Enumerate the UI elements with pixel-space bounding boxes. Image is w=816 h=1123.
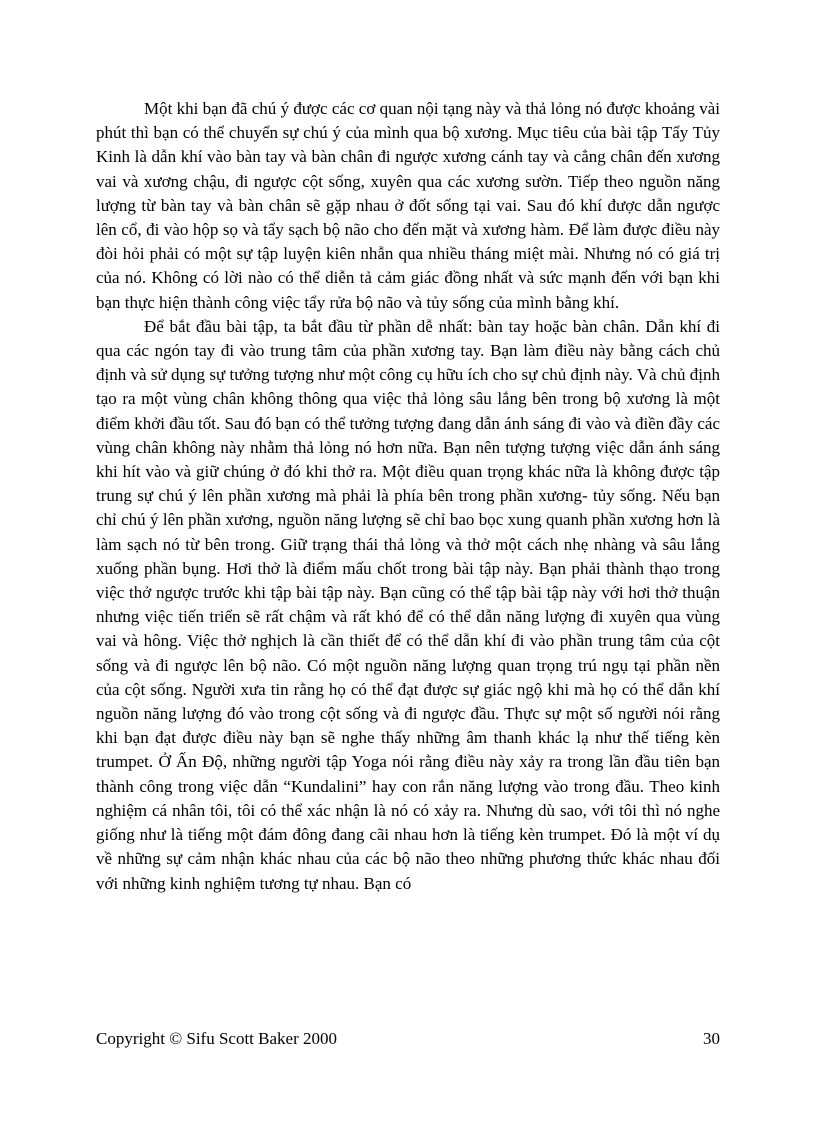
page-footer [96, 1028, 720, 1050]
body-paragraph-2: Để bắt đầu bài tập, ta bắt đầu từ phần dễ nhất: bàn tay hoặc bàn chân. Dẫn khí đi qua các ngón tay đi vào trung tâm của phần xương tay. Bạn làm điều này bằng cách chủ định và sử dụng sự tưởng tượng như một công cụ hữu ích cho sự chủ định này. Và chủ định tạo ra một vùng chân không thông qua việc thả lỏng sâu lắng bên trong bộ xương là một điểm khởi đầu tốt. Sau đó bạn có thể tưởng tượng đang dẫn ánh sáng đi vào và điền đầy các vùng chân không này nhằm thả lỏng nó hơn nữa. Bạn nên tượng tượng việc dẫn ánh sáng khi hít vào và giữ chúng ở đó khi thở ra. Một điều quan trọng khác nữa là không được tập trung sự chú ý lên phần xương mà phải là phía bên trong phần xương- tủy sống. Nếu bạn chỉ chú ý lên phần xương, nguồn năng lượng sẽ chỉ bao bọc xung quanh phần xương hơn là làm sạch nó từ bên trong. Giữ trạng thái thả lỏng và thở một cách nhẹ nhàng và sâu lắng xuống phần bụng. Hơi thở là điểm mấu chốt trong bài tập này. Bạn phải thành thạo trong việc thở ngược trước khi tập bài tập này. Bạn cũng có thể tập bài tập này với hơi thở thuận nhưng việc tiến triển sẽ rất chậm và rất khó để có thể dẫn năng lượng đi xuyên qua vùng vai và hông. Việc thở nghịch là cần thiết để có thể dẫn khí đi vào phần trung tâm của cột sống và đi ngược lên bộ não. Có một nguồn năng lượng quan trọng trú ngụ tại phần nền của cột sống. Người xưa tin rằng họ có thể đạt được sự giác ngộ khi mà họ có thể dẫn khí nguồn năng lượng đó vào trong cột sống và đi ngược đầu. Thực sự một số người nói rằng khi bạn đạt được điều này bạn sẽ nghe thấy những âm thanh khác lạ như thế tiếng kèn trumpet. Ở Ấn Độ, những người tập Yoga nói rằng điều này xảy ra trong lần đầu tiên bạn thành công trong việc dẫn “Kundalini” hay con rắn năng lượng vào trong đầu. Theo kinh nghiệm cá nhân tôi, tôi có thể xác nhận là nó có xảy ra. Nhưng dù sao, với tôi thì nó nghe giống như là tiếng một đám đông đang cãi nhau hơn là tiếng kèn trumpet. Đó là một ví dụ về những sự cảm nhận khác nhau của các bộ não theo những phương thức khác nhau đối với những kinh nghiệm tương tự nhau. Bạn có [96, 316, 720, 893]
body-paragraph-1: Một khi bạn đã chú ý được các cơ quan nội tạng này và thả lỏng nó được khoảng vài phút thì bạn có thể chuyển sự chú ý của mình qua bộ xương. Mục tiêu của bài tập Tẩy Tủy Kinh là dẫn khí vào bàn tay và bàn chân đi ngược xương cánh tay và cẳng chân đến xương vai và xương chậu, đi ngược cột sống, xuyên qua các xương sườn. Tiếp theo nguồn năng lượng từ bàn tay và bàn chân sẽ gặp nhau ở đốt sống tại vai. Sau đó khí được dẫn ngược lên cổ, đi vào hộp sọ và tẩy sạch bộ não cho đến mặt và xương hàm. Để làm được điều này đòi hỏi phải có một sự tập luyện kiên nhẫn qua nhiều tháng miệt mài. Nhưng nó có giá trị của nó. Không có lời nào có thể diễn tả cảm giác đồng nhất và sức mạnh đến với bạn khi bạn thực hiện thành công việc tẩy rửa bộ não và tủy sống của mình bằng khí. [96, 99, 720, 312]
copyright-notice: Copyright © Sifu Scott Baker 2000 [96, 1029, 337, 1048]
page-number: 30 [703, 1029, 720, 1048]
page-body [96, 97, 720, 896]
